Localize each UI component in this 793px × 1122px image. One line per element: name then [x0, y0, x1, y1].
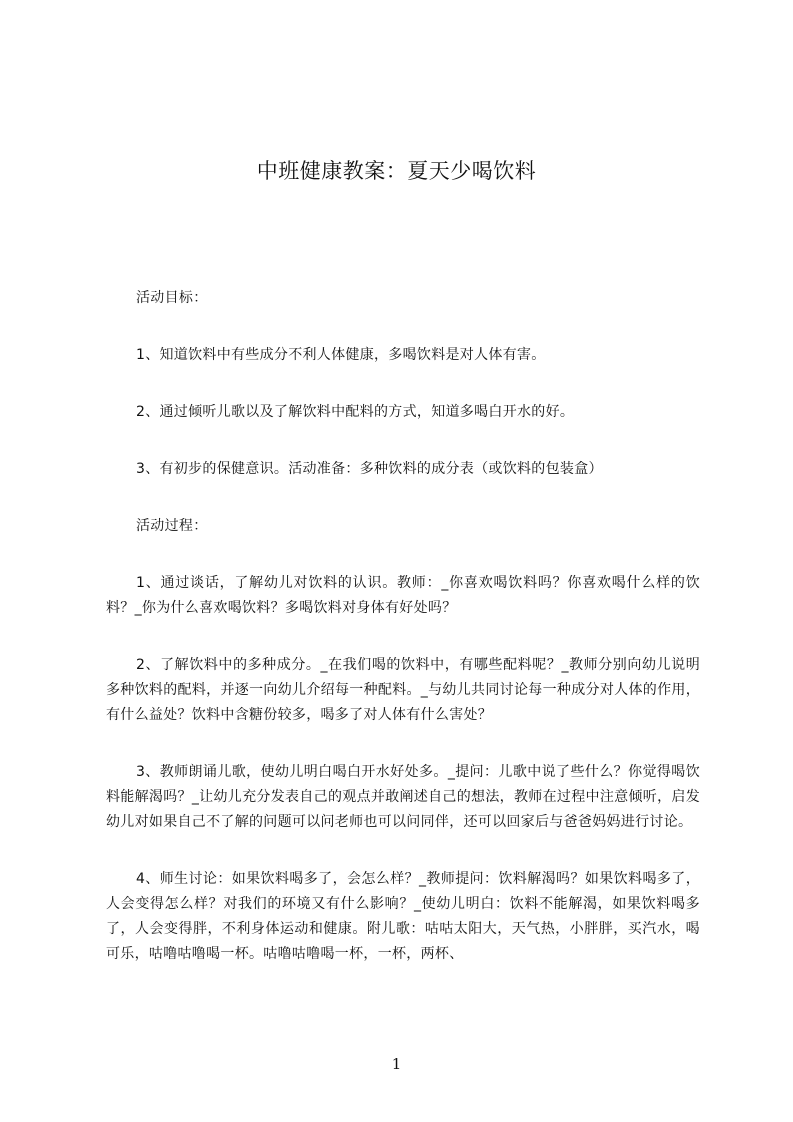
goal-item-3: 3、有初步的保健意识。活动准备：多种饮料的成分表（或饮料的包装盒）: [136, 461, 603, 477]
page-number: 1: [391, 1055, 402, 1073]
section-heading-process: 活动过程：: [136, 518, 208, 534]
process-step-4: 4、师生讨论：如果饮料喝多了，会怎么样？_教师提问：饮料解渴吗？如果饮料喝多了，人会变得怎么样？对我们的环境又有什么影响？_使幼儿明白：饮料不能解渴，如果饮料喝多了，人会变得胖，不利身体运动和健康。附儿歌：咕咕太阳大，天气热，小胖胖，买汽水，喝可乐，咕噜咕噜喝一杯。咕噜咕噜喝一杯，一杯，两杯、: [106, 871, 700, 962]
goal-item-2: 2、通过倾听儿歌以及了解饮料中配料的方式，知道多喝白开水的好。: [136, 404, 575, 420]
document-body: [106, 286, 700, 999]
goal-item-1: 1、知道饮料中有些成分不利人体健康，多喝饮料是对人体有害。: [136, 347, 546, 363]
process-step-3: 3、教师朗诵儿歌，使幼儿明白喝白开水好处多。_提问：儿歌中说了些什么？你觉得喝饮料能解渴吗？_让幼儿充分发表自己的观点并敢阐述自己的想法，教师在过程中注意倾听，启发幼儿对如果自己不了解的问题可以问老师也可以问同伴，还可以回家后与爸爸妈妈进行讨论。: [106, 764, 700, 830]
process-step-2: 2、了解饮料中的多种成分。_在我们喝的饮料中，有哪些配料呢？_教师分别向幼儿说明多种饮料的配料，并逐一向幼儿介绍每一种配料。_与幼儿共同讨论每一种成分对人体的作用，有什么益处？饮料中含糖份较多，喝多了对人体有什么害处？: [106, 657, 700, 723]
section-heading-goals: 活动目标：: [136, 290, 208, 306]
process-step-1: 1、通过谈话，了解幼儿对饮料的认识。教师：_你喜欢喝饮料吗？你喜欢喝什么样的饮料？_你为什么喜欢喝饮料？多喝饮料对身体有好处吗？: [106, 575, 700, 616]
document-title: 中班健康教案：夏天少喝饮料: [256, 159, 537, 184]
